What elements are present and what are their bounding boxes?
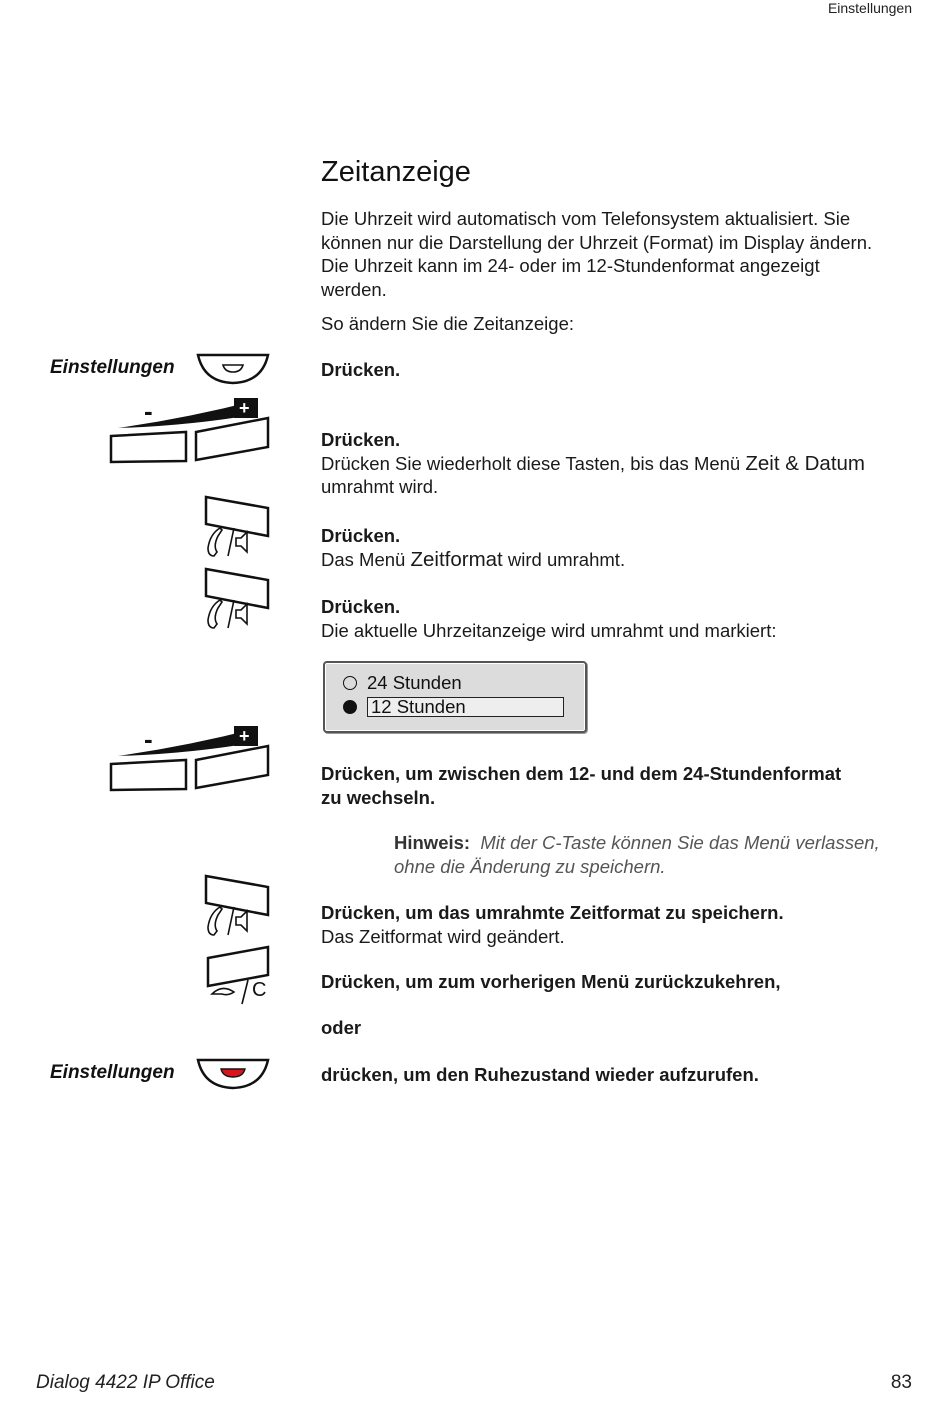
note-text1: Mit der C-Taste können Sie das Menü verlassen, xyxy=(480,832,880,853)
step8-text: drücken, um den Ruhezustand wieder aufzurufen. xyxy=(321,1064,759,1085)
display-option-24h-label: 24 Stunden xyxy=(367,672,462,693)
clear-c-key-icon[interactable] xyxy=(202,944,276,1006)
step3-pre: Das Menü xyxy=(321,548,406,570)
step2-line2: umrahmt wird. xyxy=(321,476,439,497)
step7-text: Drücken, um zum vorherigen Menü zurückzukehren, xyxy=(321,971,781,992)
step5-line2: zu wechseln. xyxy=(321,786,436,808)
svg-text:C: C xyxy=(252,979,267,1001)
step3-text xyxy=(321,524,921,571)
step4-bold: Drücken. xyxy=(321,596,401,617)
step4-text xyxy=(321,595,921,642)
step1-text: Drücken. xyxy=(321,359,401,380)
display-option-12h[interactable] xyxy=(343,696,564,718)
step2-line1 xyxy=(321,452,921,476)
page-title: Zeitanzeige xyxy=(321,156,471,188)
settings-key-red-icon[interactable] xyxy=(196,1057,270,1091)
settings-key-icon[interactable] xyxy=(196,352,270,386)
handset-speaker-ok-key-icon[interactable] xyxy=(200,494,274,560)
volume-minus-plus-keys-icon[interactable] xyxy=(108,720,272,794)
svg-text:+: + xyxy=(239,726,250,746)
intro-line: Die Uhrzeit kann im 24- oder im 12-Stundenformat angezeigt xyxy=(321,255,820,276)
menu-name-zeit-datum: Zeit & Datum xyxy=(745,451,865,475)
running-header: Einstellungen xyxy=(827,0,912,16)
note-line2: ohne die Änderung zu speichern. xyxy=(394,855,666,877)
footer-product: Dialog 4422 IP Office xyxy=(36,1372,215,1393)
settings-label: Einstellungen xyxy=(50,357,175,378)
step4-line: Die aktuelle Uhrzeitanzeige wird umrahmt und markiert: xyxy=(321,619,777,641)
radio-selected-icon xyxy=(343,700,357,714)
phone-display xyxy=(323,661,587,733)
svg-text:-: - xyxy=(144,724,153,754)
radio-unselected-icon xyxy=(343,676,357,690)
or-text: oder xyxy=(321,1017,362,1038)
intro-instruction: So ändern Sie die Zeitanzeige: xyxy=(321,313,575,334)
menu-name-zeitformat: Zeitformat xyxy=(410,547,503,571)
step5-line1: Drücken, um zwischen dem 12- und dem 24-Stundenformat xyxy=(321,763,842,784)
note-line1 xyxy=(394,831,924,855)
step3-bold: Drücken. xyxy=(321,525,401,546)
note-label: Hinweis: xyxy=(394,832,471,853)
page-number: 83 xyxy=(890,1372,912,1393)
step3-line xyxy=(321,548,921,572)
handset-speaker-ok-key-icon[interactable] xyxy=(200,873,274,939)
step2-line1-text: Drücken Sie wiederholt diese Tasten, bis das Menü xyxy=(321,452,741,474)
step6-text xyxy=(321,901,921,948)
step2-bold: Drücken. xyxy=(321,429,401,450)
handset-speaker-ok-key-icon[interactable] xyxy=(200,566,274,632)
intro-line: können nur die Darstellung der Uhrzeit (Format) im Display ändern. xyxy=(321,231,873,253)
note-box xyxy=(394,831,924,878)
step5-text xyxy=(321,762,921,809)
step6-line: Das Zeitformat wird geändert. xyxy=(321,925,565,947)
svg-text:+: + xyxy=(239,398,250,418)
volume-minus-plus-keys-icon[interactable] xyxy=(108,392,272,466)
intro-line: werden. xyxy=(321,278,387,300)
step6-bold: Drücken, um das umrahmte Zeitformat zu speichern. xyxy=(321,902,784,923)
svg-text:-: - xyxy=(144,396,153,426)
step2-text xyxy=(321,428,921,499)
step3-post: wird umrahmt. xyxy=(507,548,626,570)
display-option-24h[interactable] xyxy=(343,672,462,694)
settings-label: Einstellungen xyxy=(50,1062,175,1083)
intro-paragraph xyxy=(321,207,921,301)
intro-line: Die Uhrzeit wird automatisch vom Telefonsystem aktualisiert. Sie xyxy=(321,208,851,229)
display-option-12h-label: 12 Stunden xyxy=(367,697,564,717)
